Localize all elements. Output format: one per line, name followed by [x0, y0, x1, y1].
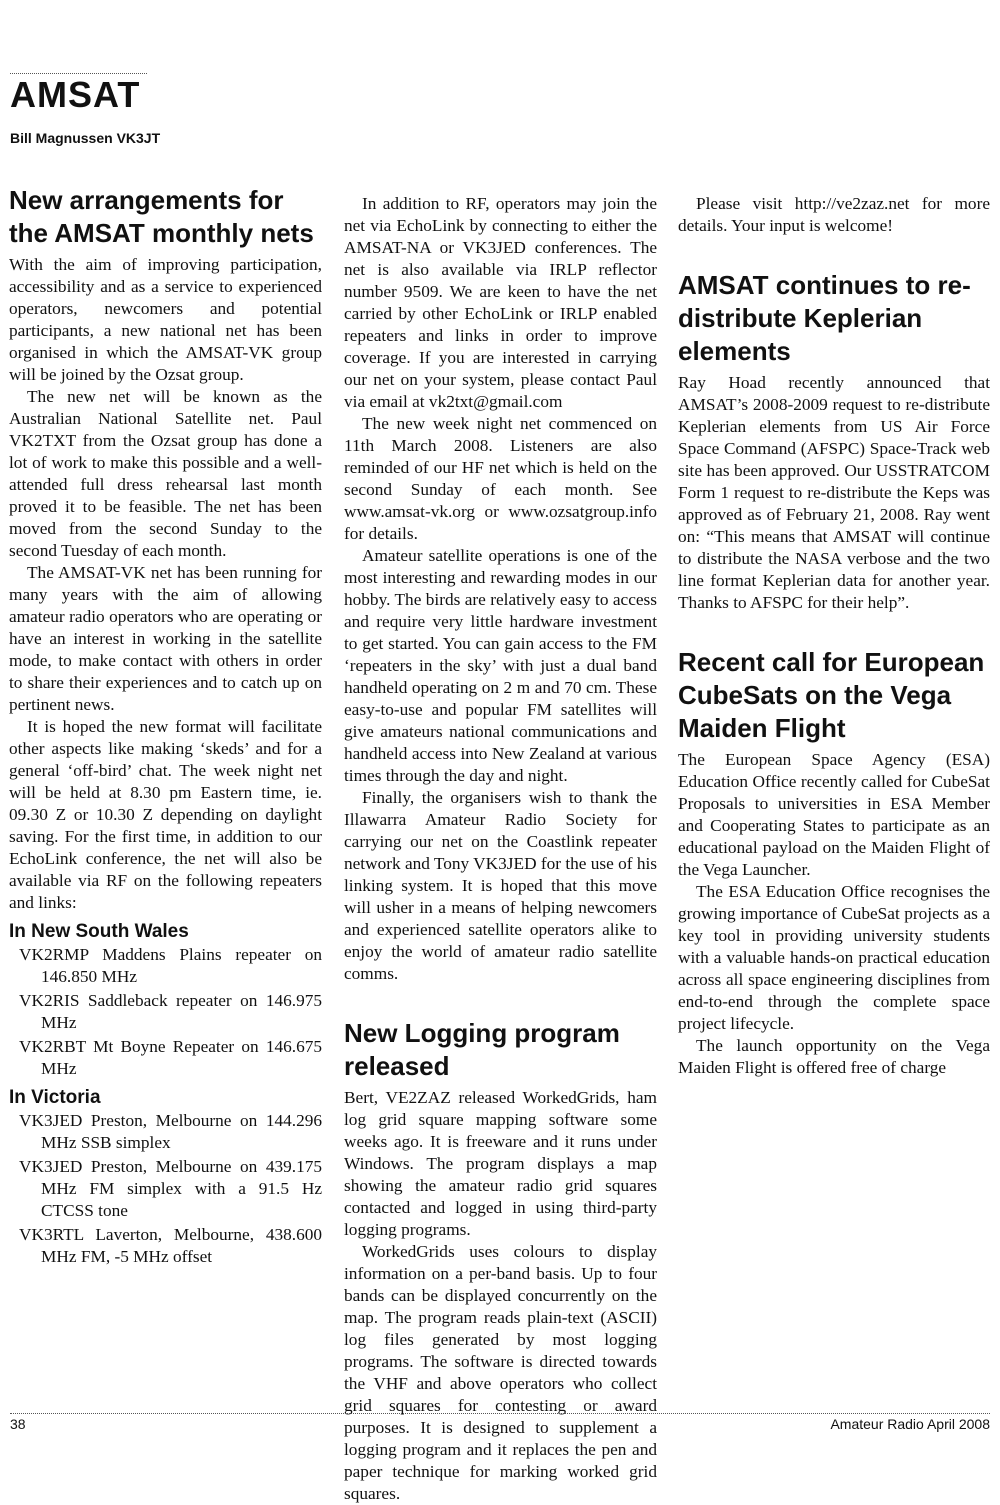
paragraph: With the aim of improving participation, accessibility and as a service to experienced operators, newcomers and potential participants, a new national net has been organised in which the AMSAT-VK group will be joined by the Ozsat group. — [9, 255, 322, 384]
column-1 — [9, 184, 322, 1384]
footer-rule — [10, 1413, 990, 1414]
article-heading-keplerian: AMSAT continues to re-distribute Keplerian elements — [678, 270, 971, 366]
repeater-item: VK3RTL Laverton, Melbourne, 438.600 MHz FM, -5 MHz offset — [19, 1225, 322, 1266]
paragraph: It is hoped the new format will facilitate other aspects like making ‘skeds’ and for a general ‘off-bird’ chat. The week night net will be held at 8.30 pm Eastern time, ie. 09.30 Z or 10.30 Z depending on daylight saving. For the first time, in addition to our EchoLink conference, the net will also be available via RF on the following repeaters and links: — [9, 717, 322, 912]
repeater-item: VK2RBT Mt Boyne Repeater on 146.675 MHz — [19, 1037, 322, 1078]
section-title: AMSAT — [10, 74, 141, 115]
repeater-item: VK3JED Preston, Melbourne on 439.175 MHz FM simplex with a 91.5 Hz CTCSS tone — [19, 1157, 322, 1220]
subheading-nsw: In New South Wales — [9, 921, 189, 942]
subheading-victoria: In Victoria — [9, 1087, 101, 1108]
paragraph: The AMSAT-VK net has been running for many years with the aim of allowing amateur radio operators who are operating or have an interest in working in the satellite mode, to make contact with others in order to share their experiences and to catch up on pertinent news. — [9, 563, 322, 714]
repeater-item: VK2RMP Maddens Plains repeater on 146.850 MHz — [19, 945, 322, 986]
page-number: 38 — [10, 1416, 26, 1432]
paragraph: The new week night net commenced on 11th March 2008. Listeners are also reminded of our HF net which is held on the second Sunday of each month. See www.amsat-vk.org or www.ozsatgroup.info for details. — [344, 414, 657, 543]
section-author: Bill Magnussen VK3JT — [10, 130, 161, 146]
publication-name: Amateur Radio April 2008 — [830, 1416, 990, 1432]
repeater-item: VK2RIS Saddleback repeater on 146.975 MHz — [19, 991, 322, 1032]
article-heading-logging: New Logging program released — [344, 1018, 620, 1081]
paragraph: The European Space Agency (ESA) Education Office recently called for CubeSat Proposals to universities in ESA Member and Cooperating States to participate as an educational payload on the Maiden Flight of the Vega Launcher. — [678, 750, 990, 879]
paragraph: The launch opportunity on the Vega Maiden Flight is offered free of charge — [678, 1036, 990, 1077]
paragraph: WorkedGrids uses colours to display information on a per-band basis. Up to four bands can be displayed concurrently on the map. The program reads plain-text (ASCII) log files generated by most logging programs. The software is directed towards the VHF and above operators who collect grid squares for contesting or award purposes. It is designed to supplement a logging program and it replaces the pen and paper technique for marking worked grid squares. — [344, 1242, 657, 1503]
paragraph: The ESA Education Office recognises the growing importance of CubeSat projects as a key tool in providing university students with a valuable hands-on practical education across all space engineering disciplines from end-to-end through the complete space project lifecycle. — [678, 882, 990, 1033]
article-heading-cubesats: Recent call for European CubeSats on the Vega Maiden Flight — [678, 647, 985, 743]
column-2 — [344, 193, 658, 1503]
paragraph: The new net will be known as the Australian National Satellite net. Paul VK2TXT from the Ozsat group has done a lot of work to make this possible and a well-attended full dress rehearsal last month proved it to be feasible. The net has been moved from the second Sunday to the second Tuesday of each month. — [9, 387, 322, 560]
paragraph: In addition to RF, operators may join the net via EchoLink by connecting to either the AMSAT-NA or VK3JED conferences. The net is also available via IRLP reflector number 9509. We are keen to have the net carried by other EchoLink or IRLP enabled repeaters and links in order to improve coverage. If you are interested in carrying our net on your system, please contact Paul via email at vk2txt@gmail.com — [344, 194, 657, 411]
paragraph: Ray Hoad recently announced that AMSAT’s 2008-2009 request to re-distribute Keplerian elements from US Air Force Space Command (AFSPC) Space-Track web site has been approved. Our USSTRATCOM Form 1 request to re-distribute the Keps was approved as of February 21, 2008. Ray went on: “This means that AMSAT will continue to distribute the NASA verbose and the two line format Keplerian data for another year. Thanks to AFSPC for their help”. — [678, 373, 990, 612]
paragraph: Finally, the organisers wish to thank the Illawarra Amateur Radio Society for carrying our net on the Coastlink repeater network and Tony VK3JED for the use of his linking system. It is hoped that this move will usher in a means of helping newcomers and experienced satellite operators alike to enjoy the world of amateur radio satellite comms. — [344, 788, 658, 983]
repeater-item: VK3JED Preston, Melbourne on 144.296 MHz SSB simplex — [19, 1111, 322, 1152]
paragraph: Please visit http://ve2zaz.net for more details. Your input is welcome! — [678, 194, 990, 235]
paragraph: Bert, VE2ZAZ released WorkedGrids, ham log grid square mapping software some weeks ago. It is freeware and it runs under Windows. The program displays a map showing the amateur radio grid squares contacted and logged in using third-party logging programs. — [344, 1088, 657, 1239]
column-3 — [678, 193, 990, 1393]
article-heading-monthly-nets: New arrangements for the AMSAT monthly nets — [9, 185, 314, 248]
paragraph: Amateur satellite operations is one of the most interesting and rewarding modes in our hobby. The birds are relatively easy to access and require very little hardware investment to get started. You can gain access to the FM ‘repeaters in the sky’ with just a dual band handheld operating on 2 m and 70 cm. These easy-to-use and popular FM satellites will give amateurs national communications and handheld access into New Zealand at various times through the day and night. — [344, 546, 657, 785]
